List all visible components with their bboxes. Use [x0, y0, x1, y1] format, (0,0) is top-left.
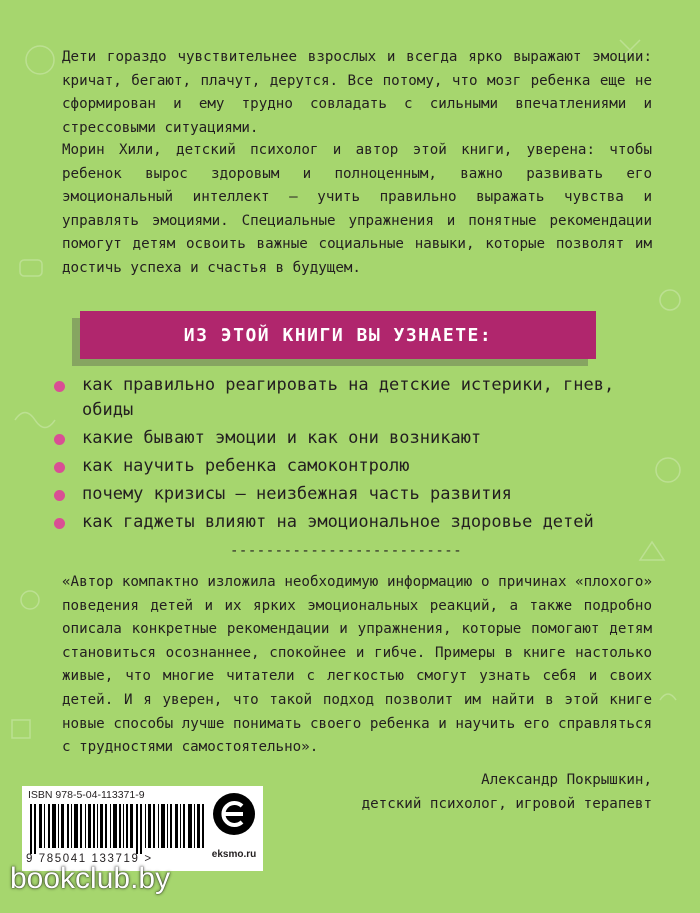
watermark: bookclub.by [10, 862, 171, 895]
list-item [54, 454, 654, 479]
list-item-text: почему кризисы – неизбежная часть развития [82, 484, 512, 504]
author-title: детский психолог, игровой терапевт [361, 796, 652, 812]
publisher-site: eksmo.ru [211, 849, 257, 860]
learn-banner: ИЗ ЭТОЙ КНИГИ ВЫ УЗНАЕТЕ: [80, 311, 596, 359]
list-item-text: как гаджеты влияют на эмоциональное здоровье детей [82, 512, 594, 532]
isbn-label: ISBN 978-5-04-113371-9 [28, 789, 145, 801]
eksmo-logo-icon [212, 792, 256, 836]
list-item-text: как научить ребенка самоконтролю [82, 456, 410, 476]
list-item [54, 510, 654, 535]
author-name: Александр Покрышкин, [481, 772, 652, 788]
list-item [54, 482, 654, 507]
review-quote: «Автор компактно изложила необходимую информацию о причинах «плохого» поведения детей и их ярких эмоциональных реакций, а также подробно описала конкретные рекомендации и упражнения, которые помогают детям становиться осознаннее, спокойнее и гибче. Примеры в книге настолько живые, что многие читатели с легкостью смогут узнать себя и своих детей. И я уверен, что такой подход позволит им найти в этой книге новые способы лучше понимать своего ребенка и научить его справляться с трудностями самостоятельно». [62, 574, 652, 756]
bullet-dot-icon [54, 462, 65, 473]
list-item [54, 373, 654, 423]
bullet-dot-icon [54, 518, 65, 529]
learn-list [54, 373, 654, 538]
barcode-number: 9 785041 133719 > [26, 853, 153, 865]
bullet-dot-icon [54, 490, 65, 501]
about-paragraph: Морин Хили, детский психолог и автор этой книги, уверена: чтобы ребенок вырос здоровым и полноценным, важно развивать его эмоциональный интеллект – учить правильно выражать чувства и управлять эмоциями. Специальные упражнения и понятные рекомендации помогут детям освоить важные социальные навыки, которые позволят им достичь успеха и счастья в будущем. [62, 142, 652, 276]
bullet-dot-icon [54, 381, 65, 392]
list-item [54, 426, 654, 451]
intro-paragraph: Дети гораздо чувствительнее взрослых и всегда ярко выражают эмоции: кричат, бегают, плачут, дерутся. Все потому, что мозг ребенка еще не сформирован и ему трудно совладать с сильными впечатлениями и стрессовыми ситуациями. [62, 49, 652, 136]
list-item-text: какие бывают эмоции и как они возникают [82, 428, 482, 448]
quote-author [362, 768, 652, 816]
bullet-dot-icon [54, 434, 65, 445]
publisher-block [205, 786, 263, 871]
divider: -------------------------- [230, 543, 463, 559]
list-item-text: как правильно реагировать на детские истерики, гнев, обиды [82, 375, 615, 420]
